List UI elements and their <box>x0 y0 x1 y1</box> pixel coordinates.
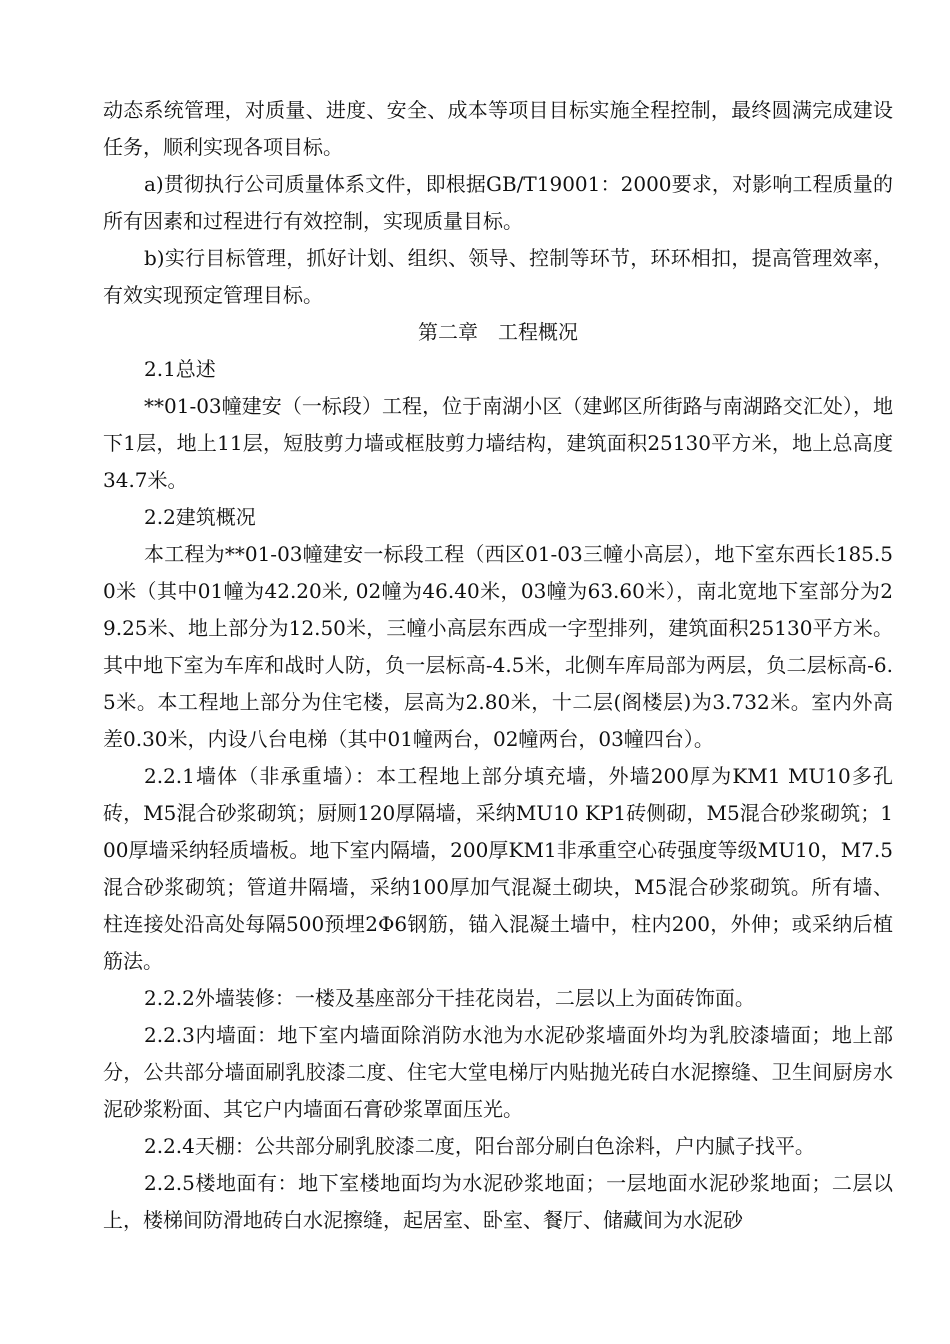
paragraph-overview: **01-03幢建安（一标段）工程，位于南湖小区（建邺区所街路与南湖路交汇处），地下1层，地上11层，短肢剪力墙或框肢剪力墙结构，建筑面积25130平方米，地上总高度34.7米。 <box>103 394 893 492</box>
chapter-heading: 第二章 工程概况 <box>418 320 578 344</box>
paragraph-building-overview: 本工程为**01-03幢建安一标段工程（西区01-03三幢小高层），地下室东西长185.50米（其中01幢为42.20米, 02幢为46.40米，03幢为63.60米），南北宽地下室部分为29.25米、地上部分为12.50米，三幢小高层东西成一字型排列，建筑面积25130平方米。其中地下室为车库和战时人防，负一层标高-4.5米，北侧车库局部为两层，负二层标高-6.5米。本工程地上部分为住宅楼，层高为2.80米，十二层(阁楼层)为3.732米。室内外高差0.30米，内设八台电梯（其中01幢两台，02幢两台，03幢四台）。 <box>103 542 893 751</box>
paragraph-exterior-finish: 2.2.2外墙装修：一楼及基座部分干挂花岗岩，二层以上为面砖饰面。 <box>144 986 755 1010</box>
paragraph-item-a: a)贯彻执行公司质量体系文件，即根据GB/T19001：2000要求，对影响工程质量的所有因素和过程进行有效控制，实现质量目标。 <box>103 172 893 233</box>
paragraph-continuation: 动态系统管理，对质量、进度、安全、成本等项目目标实施全程控制，最终圆满完成建设任务，顺利实现各项目标。 <box>103 98 893 159</box>
paragraph-walls: 2.2.1墙体（非承重墙）：本工程地上部分填充墙，外墙200厚为KM1 MU10多孔砖，M5混合砂浆砌筑；厨厕120厚隔墙，采纳MU10 KP1砖侧砌，M5混合砂浆砌筑；100厚墙采纳轻质墙板。地下室内隔墙，200厚KM1非承重空心砖强度等级MU10，M7.5混合砂浆砌筑；管道井隔墙，采纳100厚加气混凝土砌块，M5混合砂浆砌筑。所有墙、柱连接处沿高处每隔500预埋2Φ6钢筋，锚入混凝土墙中，柱内200，外伸；或采纳后植筋法。 <box>103 764 893 973</box>
section-heading-2-2: 2.2建筑概况 <box>144 505 256 529</box>
paragraph-floors: 2.2.5楼地面有：地下室楼地面均为水泥砂浆地面；一层地面水泥砂浆地面；二层以上，楼梯间防滑地砖白水泥擦缝，起居室、卧室、餐厅、储藏间为水泥砂 <box>103 1171 893 1232</box>
paragraph-item-b: b)实行目标管理，抓好计划、组织、领导、控制等环节，环环相扣，提高管理效率，有效实现预定管理目标。 <box>103 246 893 307</box>
document-body <box>103 92 893 1239</box>
paragraph-ceiling: 2.2.4天棚：公共部分刷乳胶漆二度，阳台部分刷白色涂料，户内腻子找平。 <box>144 1134 815 1158</box>
section-heading-2-1: 2.1总述 <box>144 357 216 381</box>
paragraph-interior-walls: 2.2.3内墙面：地下室内墙面除消防水池为水泥砂浆墙面外均为乳胶漆墙面；地上部分，公共部分墙面刷乳胶漆二度、住宅大堂电梯厅内贴抛光砖白水泥擦缝、卫生间厨房水泥砂浆粉面、其它户内墙面石膏砂浆罩面压光。 <box>103 1023 893 1121</box>
